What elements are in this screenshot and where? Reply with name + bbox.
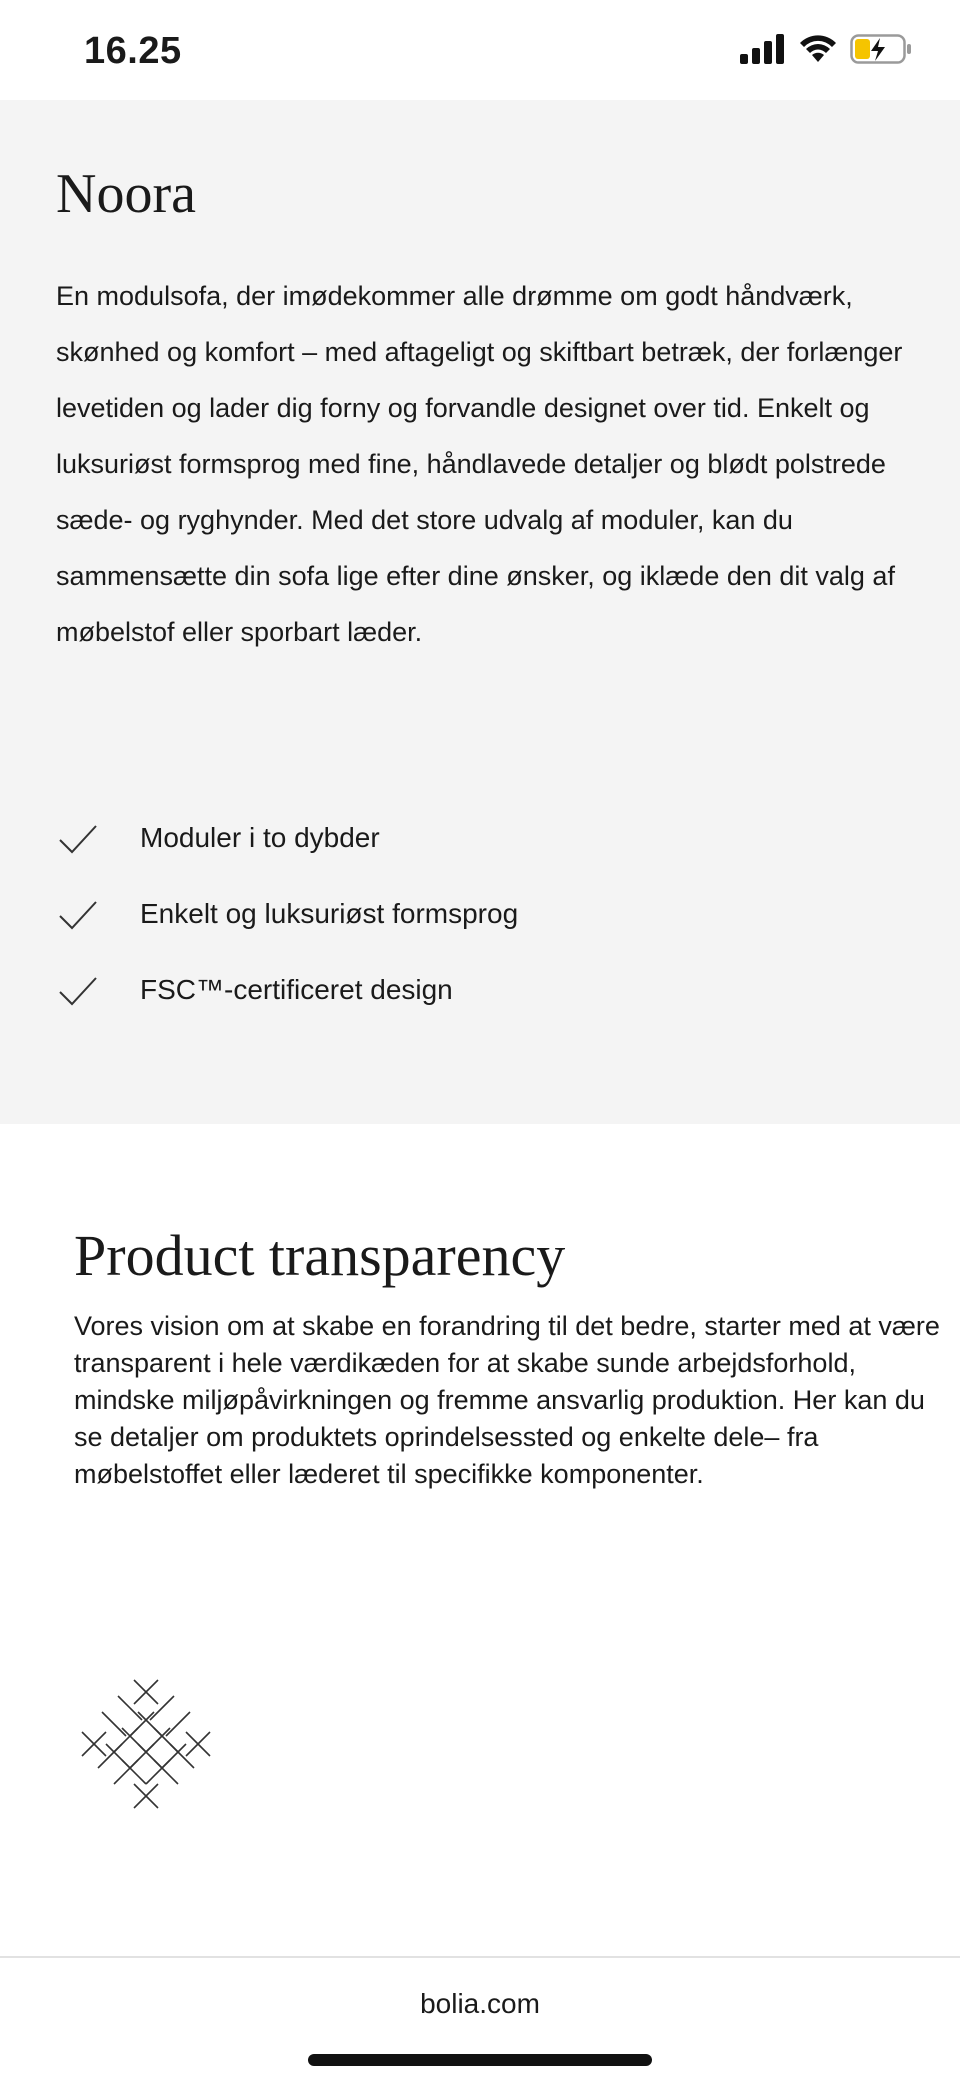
url-text[interactable]: bolia.com bbox=[420, 1988, 540, 2019]
feature-item bbox=[56, 800, 916, 876]
product-intro-section bbox=[0, 100, 960, 1124]
feature-label: Enkelt og luksuriøst formsprog bbox=[140, 898, 519, 929]
transparency-title: Product transparency bbox=[74, 1223, 566, 1288]
browser-address-bar[interactable] bbox=[0, 1956, 960, 2078]
status-bar bbox=[0, 0, 960, 100]
signal-icon bbox=[740, 34, 786, 64]
woven-pattern-icon bbox=[78, 1676, 214, 1812]
wifi-icon bbox=[798, 34, 838, 64]
checkmark-icon bbox=[56, 968, 100, 1012]
checkmark-icon bbox=[56, 892, 100, 936]
battery-charging-icon bbox=[850, 34, 912, 64]
status-icons bbox=[740, 34, 912, 64]
product-title: Noora bbox=[56, 163, 196, 225]
feature-label: Moduler i to dybder bbox=[140, 822, 380, 853]
home-indicator[interactable] bbox=[308, 2054, 652, 2066]
feature-label: FSC™-certificeret design bbox=[140, 974, 453, 1005]
status-time: 16.25 bbox=[84, 30, 182, 72]
checkmark-icon bbox=[56, 816, 100, 860]
feature-list bbox=[56, 800, 916, 1028]
product-description: En modulsofa, der imødekommer alle drømme om godt håndværk, skønhed og komfort – med aftageligt og skiftbart betræk, der forlænger levetiden og lader dig forny og forvandle designet over tid. Enkelt og luksuriøst formsprog med fine, håndlavede detaljer og blødt polstrede sæde- og ryghynder. Med det store udvalg af moduler, kan du sammensætte din sofa lige efter dine ønsker, og iklæde den dit valg af møbelstof eller sporbart læder. bbox=[56, 281, 903, 647]
feature-item bbox=[56, 952, 916, 1028]
feature-item bbox=[56, 876, 916, 952]
transparency-description: Vores vision om at skabe en forandring til det bedre, starter med at være transparent i hele værdikæden for at skabe sunde arbejdsforhold, mindske miljøpåvirkningen og fremme ansvarlig produktion. Her kan du se detaljer om produktets oprindelsessted og enkelte dele– fra møbelstoffet eller læderet til specifikke komponenter. bbox=[74, 1311, 940, 1489]
